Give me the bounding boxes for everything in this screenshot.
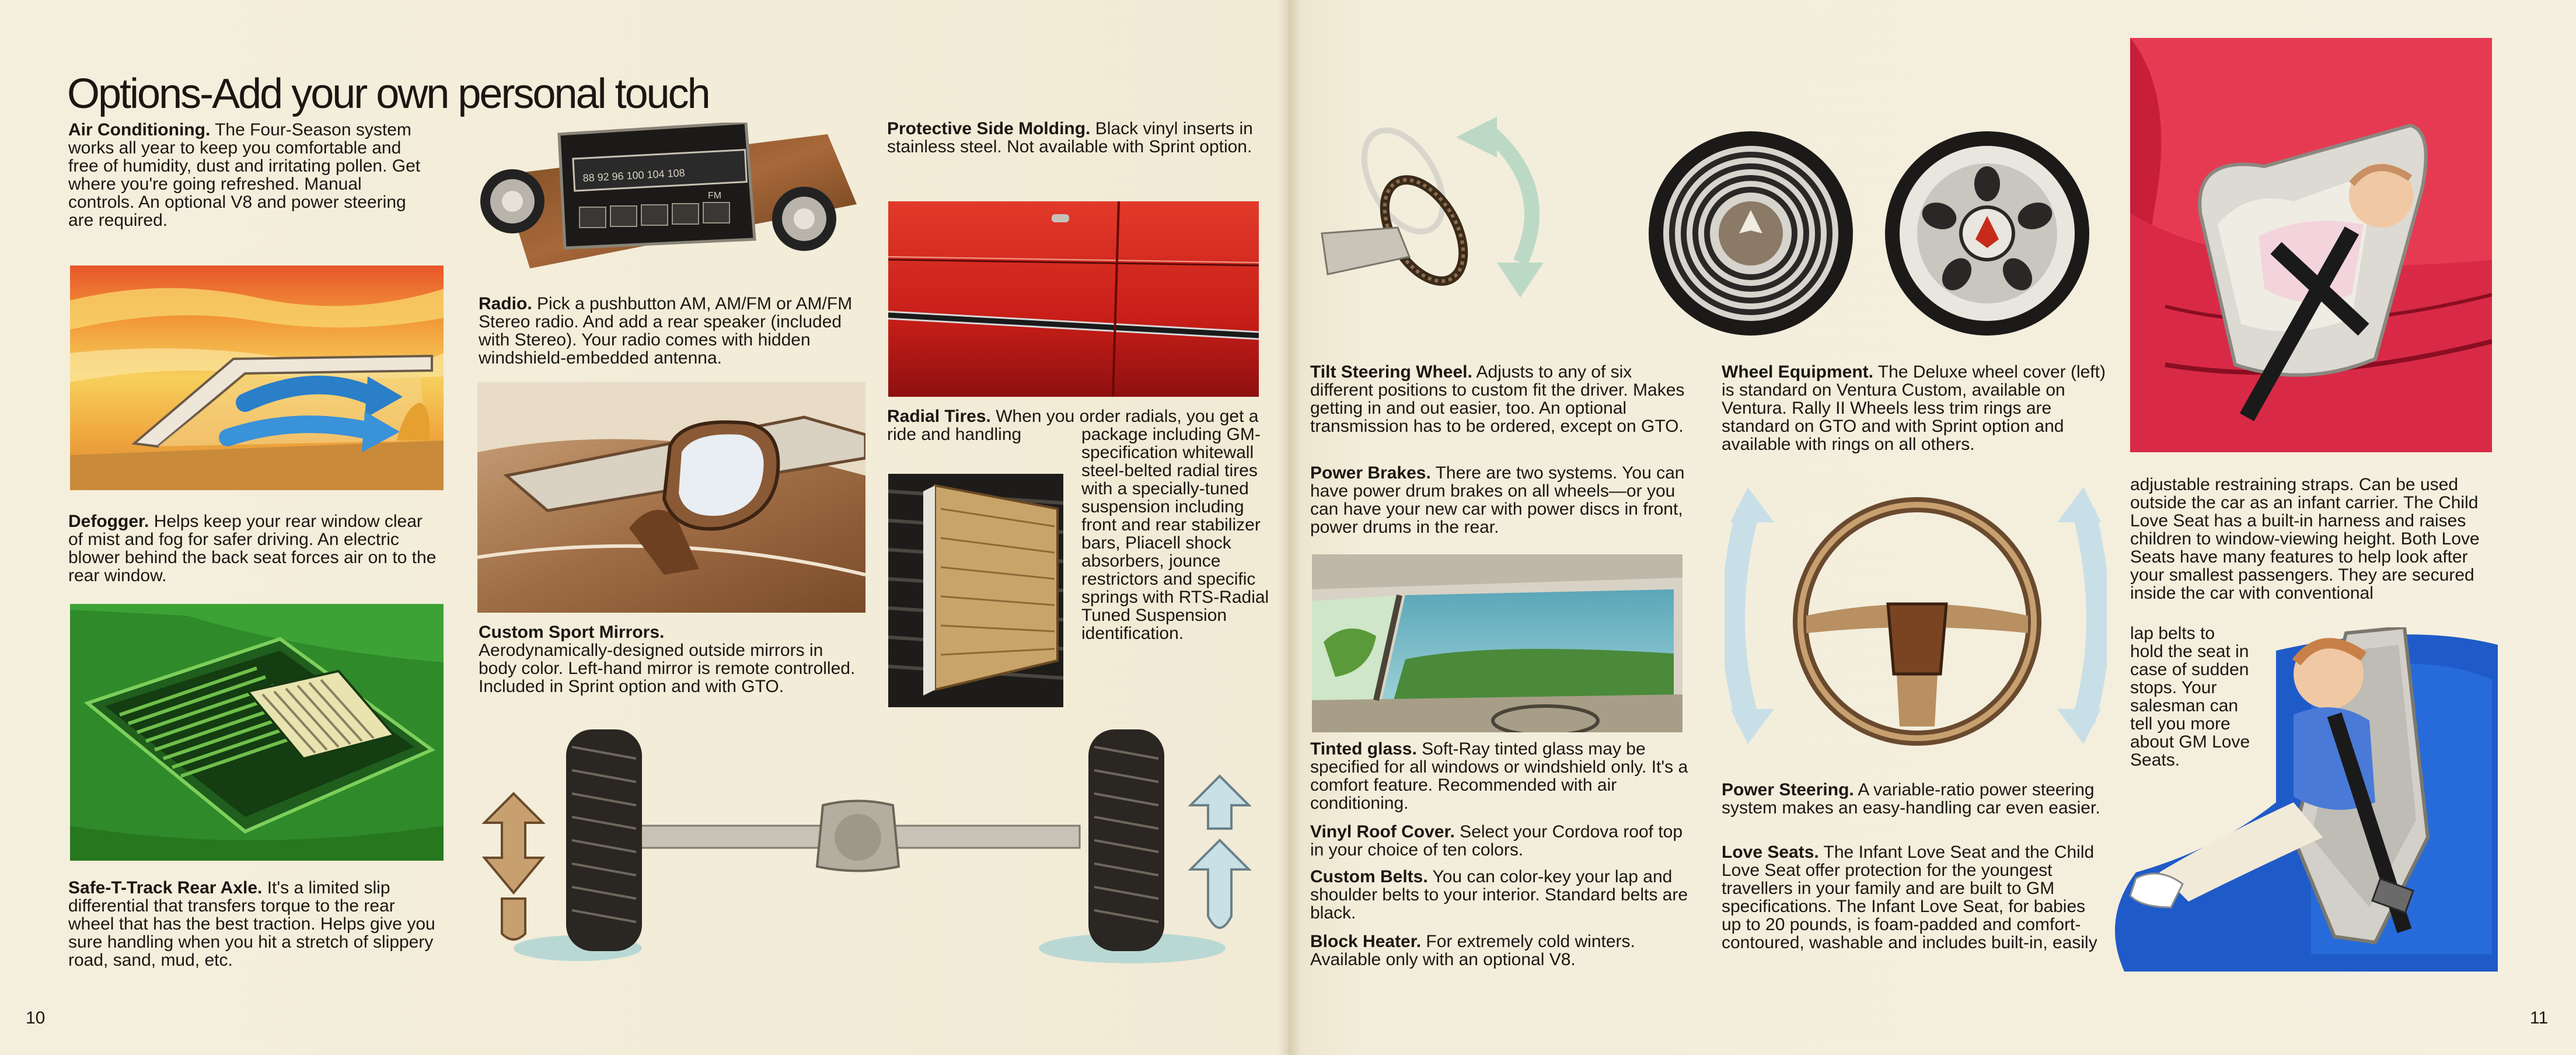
tinted-glass-body: Soft-Ray tinted glass may be specified for all windows or windshield only. It's a comfort feature. Recommended with air conditioning. — [1310, 739, 1688, 813]
wheel-equipment-body: The Deluxe wheel cover (left) is standard on Ventura Custom, available on Ventura. Rally II Wheels less trim rings are standard on GTO and with Sprint option and available with rings on all others. — [1722, 362, 2106, 454]
vinyl-roof-text — [1310, 823, 1695, 859]
side-molding-heading: Protective Side Molding. — [887, 119, 1091, 138]
power-brakes-text — [1310, 464, 1695, 536]
custom-belts-body: You can color-key your lap and shoulder belts to your interior. Standard belts are black. — [1310, 867, 1688, 923]
side-molding-text — [887, 120, 1266, 156]
power-steering-text — [1722, 781, 2107, 817]
tilt-steering-text — [1310, 363, 1695, 435]
power-steering-illustration — [1725, 487, 2107, 761]
page-title: Options-Add your own personal touch — [67, 71, 709, 117]
deluxe-wheel-cover-illustration — [1646, 128, 1856, 338]
radial-tire-illustration — [888, 474, 1063, 707]
mirrors-body: Aerodynamically-designed outside mirrors in body color. Left-hand mirror is remote controlled. Included in Sprint option and with GTO. — [479, 641, 856, 696]
power-steering-heading: Power Steering. — [1722, 780, 1854, 799]
air-conditioning-text — [68, 121, 430, 229]
custom-belts-heading: Custom Belts. — [1310, 867, 1428, 886]
radio-illustration — [477, 123, 863, 277]
power-brakes-body: There are two systems. You can have power drum brakes on all wheels—or you can have your new car with power discs in front, power drums in the rear. — [1310, 463, 1685, 537]
block-heater-heading: Block Heater. — [1310, 932, 1422, 951]
love-seats-text-cont-2: lap belts to hold the seat in case of sudden stops. Your salesman can tell you more about GM Love Seats. — [2130, 624, 2250, 770]
tilt-steering-heading: Tilt Steering Wheel. — [1310, 362, 1472, 382]
radio-fm-label: FM — [708, 191, 722, 201]
block-heater-body: For extremely cold winters. Available only with an optional V8. — [1310, 932, 1635, 969]
defogger-body: Helps keep your rear window clear of mist and fog for safer driving. An electric blower behind the back seat forces air on to the rear window. — [68, 512, 437, 585]
radial-tires-line1: When you order radials, you get a ride and handling — [887, 407, 1259, 444]
wheel-equipment-heading: Wheel Equipment. — [1722, 362, 1874, 382]
love-seats-text — [1722, 843, 2107, 952]
page-number-left: 10 — [26, 1008, 46, 1028]
vinyl-roof-body: Select your Cordova roof top in your choice of ten colors. — [1310, 822, 1683, 860]
air-conditioning-body: The Four-Season system works all year to keep you comfortable and free of humidity, dust and irritating pollen. Get where you're going refreshed. Manual controls. An optional V8 and power steering are required. — [68, 120, 421, 230]
radio-text — [479, 295, 864, 367]
mirrors-text — [479, 623, 864, 696]
radio-body: Pick a pushbutton AM, AM/FM or AM/FM Stereo radio. And add a rear speaker (included with Stereo). Your radio comes with hidden windshield-embedded antenna. — [479, 294, 853, 368]
tinted-glass-text — [1310, 740, 1695, 812]
vinyl-roof-heading: Vinyl Roof Cover. — [1310, 822, 1455, 841]
rear-axle-body: It's a limited slip differential that transfers torque to the rear wheel that has the best traction. Helps give you sure handling when you hit a stretch of slippery road, sand, mud, etc. — [68, 878, 435, 970]
rear-axle-illustration — [479, 724, 1266, 969]
side-molding-illustration — [888, 201, 1259, 397]
wheel-equipment-text — [1722, 363, 2107, 453]
love-seats-heading: Love Seats. — [1722, 843, 1819, 862]
power-brakes-heading: Power Brakes. — [1310, 463, 1431, 483]
defogger-text — [68, 512, 442, 585]
page-number-right: 11 — [2530, 1008, 2549, 1028]
radial-tires-heading: Radial Tires. — [887, 407, 991, 426]
sport-mirror-illustration — [477, 382, 865, 613]
radial-tires-text-cont: package including GM-specification whitewall steel-belted radial tires with a specially-tuned suspension including front and rear stabilizer bars, Pliacell shock absorbers, jounce restrictors and specific springs with RTS-Radial Tuned Suspension identification. — [1081, 425, 1269, 643]
block-heater-text — [1310, 932, 1695, 969]
tilt-steering-illustration — [1310, 117, 1561, 327]
tilt-steering-body: Adjusts to any of six different positions to custom fit the driver. Makes getting in and out easier, too. An optional transmission has to be ordered, except on GTO. — [1310, 362, 1685, 436]
air-conditioning-illustration — [70, 266, 444, 490]
rear-axle-heading: Safe-T-Track Rear Axle. — [68, 878, 263, 897]
radio-dial-numbers: 88 92 96 100 104 108 — [582, 167, 686, 184]
rally-wheel-illustration — [1882, 128, 2092, 338]
tinted-glass-illustration — [1312, 554, 1683, 732]
love-seats-text-cont-1: adjustable restraining straps. Can be used outside the car as an infant carrier. The Child Love Seat has a built-in harness and raises children to window-viewing height. Both Love Seats have many features to help look after your smallest passengers. They are secured inside the car with conventional — [2130, 475, 2480, 603]
custom-belts-text — [1310, 868, 1695, 922]
page-gutter — [1278, 0, 1301, 1055]
defogger-heading: Defogger. — [68, 512, 149, 531]
defogger-vent-illustration — [70, 604, 444, 861]
tinted-glass-heading: Tinted glass. — [1310, 739, 1417, 759]
power-steering-body: A variable-ratio power steering system makes an easy-handling car even easier. — [1722, 780, 2100, 818]
air-conditioning-heading: Air Conditioning. — [68, 120, 211, 139]
infant-love-seat-illustration — [2130, 38, 2492, 452]
child-love-seat-illustration — [2101, 627, 2498, 977]
side-molding-body: Black vinyl inserts in stainless steel. Not available with Sprint option. — [887, 119, 1253, 156]
rear-axle-text — [68, 879, 442, 969]
radio-heading: Radio. — [479, 294, 532, 313]
love-seats-body: The Infant Love Seat and the Child Love Seat offer protection for the youngest travellers in your family and are built to GM specifications. The Infant Love Seat, for babies up to 20 pounds, is foam-padded and comfort-contoured, washable and includes built-in, easily — [1722, 843, 2097, 952]
mirrors-heading: Custom Sport Mirrors. — [479, 623, 665, 642]
